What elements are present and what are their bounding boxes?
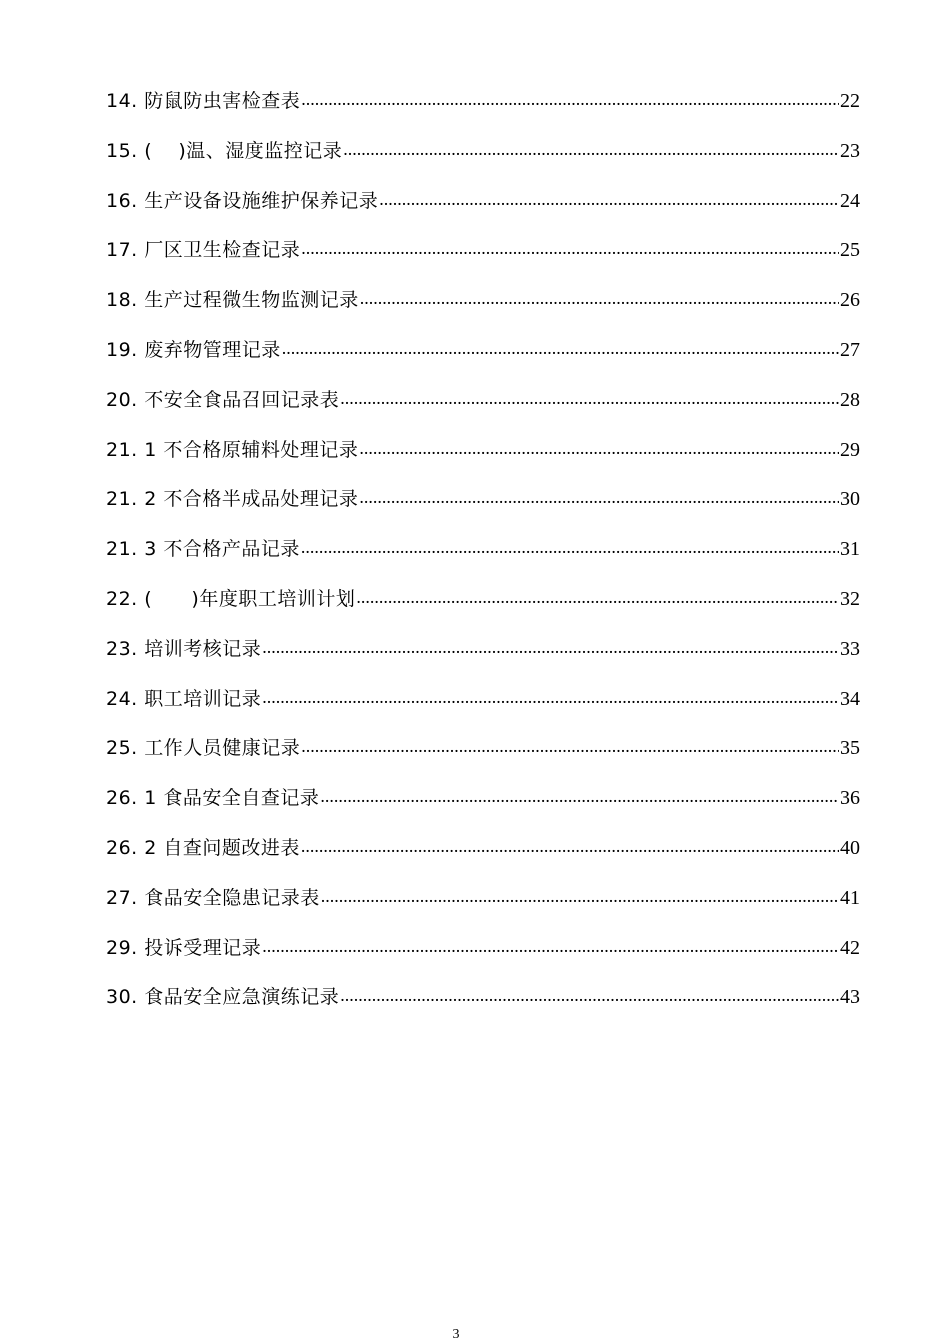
toc-entry-page: 40 [840,836,860,859]
toc-dot-leader [321,885,839,907]
toc-entry-page: 28 [840,388,860,411]
toc-entry[interactable] [106,186,860,236]
table-of-contents [106,86,860,1032]
toc-dot-leader [282,337,839,359]
toc-entry-title: 22. ( )年度职工培训计划 [106,587,356,610]
toc-entry-page: 31 [840,538,860,561]
toc-entry-page: 36 [840,787,860,810]
toc-entry-title: 21. 3 不合格产品记录 [106,538,300,561]
toc-entry-title: 24. 职工培训记录 [106,687,262,710]
toc-entry-page: 25 [840,239,860,262]
toc-entry[interactable] [106,783,860,833]
toc-dot-leader [301,735,839,757]
toc-dot-leader [320,785,839,807]
toc-dot-leader [343,138,839,160]
toc-entry-page: 24 [840,189,860,212]
toc-dot-leader [360,287,839,309]
toc-entry-title: 16. 生产设备设施维护保养记录 [106,189,379,212]
toc-dot-leader [379,188,839,210]
toc-entry-page: 35 [840,737,860,760]
toc-entry-title: 30. 食品安全应急演练记录 [106,986,340,1009]
toc-entry-title: 21. 2 不合格半成品处理记录 [106,488,359,511]
toc-entry[interactable] [106,933,860,983]
toc-entry-title: 27. 食品安全隐患记录表 [106,886,320,909]
toc-entry-title: 20. 不安全食品召回记录表 [106,388,340,411]
toc-entry-page: 22 [840,90,860,112]
toc-entry-page: 32 [840,587,860,610]
toc-entry-title: 26. 1 食品安全自查记录 [106,787,320,810]
toc-entry[interactable] [106,484,860,534]
toc-entry[interactable] [106,385,860,435]
toc-entry[interactable] [106,634,860,684]
toc-entry[interactable] [106,982,860,1032]
toc-entry-page: 42 [840,936,860,959]
toc-entry-page: 30 [840,488,860,511]
toc-dot-leader [301,88,839,110]
toc-entry[interactable] [106,435,860,485]
toc-dot-leader [262,686,839,708]
toc-dot-leader [301,237,839,259]
toc-entry-page: 23 [840,139,860,162]
toc-entry[interactable] [106,883,860,933]
toc-entry[interactable] [106,235,860,285]
toc-entry-page: 41 [840,886,860,909]
toc-dot-leader [356,586,839,608]
toc-entry-page: 33 [840,637,860,660]
toc-entry-title: 19. 废弃物管理记录 [106,338,281,361]
toc-entry-title: 17. 厂区卫生检查记录 [106,239,301,262]
toc-entry-page: 43 [840,986,860,1009]
page-number: 3 [452,1327,460,1342]
toc-entry-title: 18. 生产过程微生物监测记录 [106,289,359,312]
toc-dot-leader [262,935,839,957]
toc-entry[interactable] [106,684,860,734]
toc-entry-page: 27 [840,338,860,361]
toc-entry[interactable] [106,534,860,584]
toc-entry-title: 15. ( )温、湿度监控记录 [106,139,343,162]
toc-entry-title: 14. 防鼠防虫害检查表 [106,90,301,112]
toc-entry[interactable] [106,335,860,385]
toc-entry-page: 29 [840,438,860,461]
toc-entry[interactable] [106,86,860,136]
toc-entry-title: 25. 工作人员健康记录 [106,737,301,760]
toc-entry[interactable] [106,136,860,186]
toc-dot-leader [301,536,839,558]
toc-entry-title: 26. 2 自查问题改进表 [106,836,300,859]
toc-entry[interactable] [106,833,860,883]
toc-entry-page: 26 [840,289,860,312]
toc-dot-leader [301,835,839,857]
toc-entry[interactable] [106,285,860,335]
toc-dot-leader [262,636,839,658]
toc-entry[interactable] [106,733,860,783]
toc-entry[interactable] [106,584,860,634]
toc-dot-leader [359,486,839,508]
toc-entry-page: 34 [840,687,860,710]
toc-dot-leader [359,437,839,459]
toc-entry-title: 29. 投诉受理记录 [106,936,262,959]
toc-entry-title: 21. 1 不合格原辅料处理记录 [106,438,359,461]
toc-entry-title: 23. 培训考核记录 [106,637,262,660]
toc-dot-leader [340,984,839,1006]
toc-dot-leader [340,387,839,409]
